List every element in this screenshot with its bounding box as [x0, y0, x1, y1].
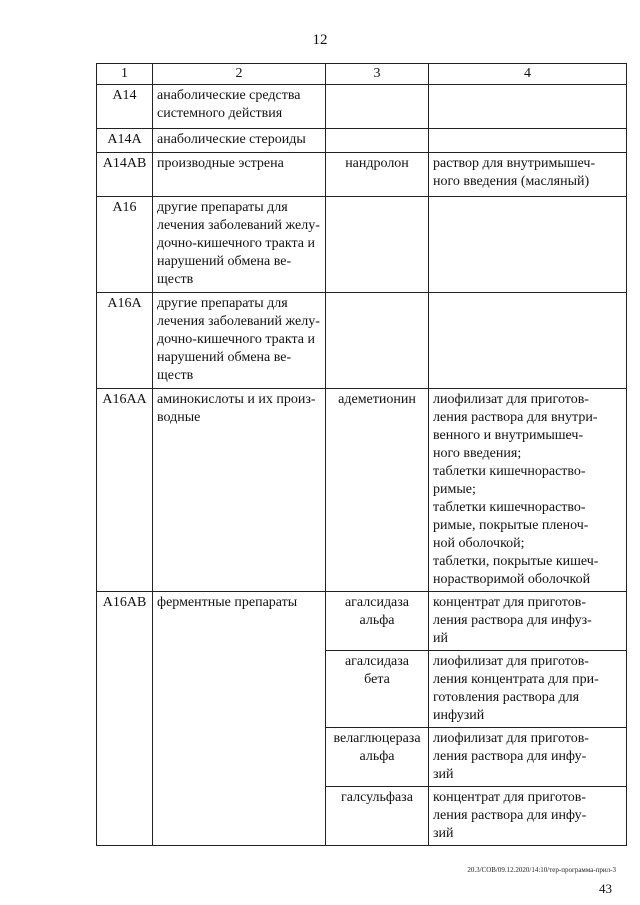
- column-header-3: 3: [326, 64, 429, 85]
- inn-cell: [326, 85, 429, 129]
- group-name-cell: другие препараты для лечения заболеваний желу- дочно-кишечного тракта и нарушений обмена ве- ществ: [153, 197, 326, 293]
- atc-code-cell: А16АА: [97, 389, 153, 592]
- dosage-form-cell: лиофилизат для приготов- ления раствора для инфу- зий: [429, 728, 627, 787]
- dosage-form-cell: [429, 85, 627, 129]
- inn-cell: нандролон: [326, 153, 429, 197]
- atc-code-cell: А16АВ: [97, 592, 153, 846]
- group-name-cell: аминокислоты и их произ- водные: [153, 389, 326, 592]
- dosage-form-cell: [429, 197, 627, 293]
- table-row: [97, 293, 627, 389]
- table-row: [97, 197, 627, 293]
- dosage-form-cell: [429, 293, 627, 389]
- dosage-form-cell: лиофилизат для приготов- ления концентрата для при- готовления раствора для инфузий: [429, 651, 627, 728]
- corner-page-number: 43: [599, 881, 612, 896]
- column-header-1: 1: [97, 64, 153, 85]
- table-row: [97, 389, 627, 592]
- group-name-cell: анаболические средства системного действия: [153, 85, 326, 129]
- dosage-form-cell: лиофилизат для приготов- ления раствора для внутри- венного и внутримышеч- ного введения; таблетки кишечнораство- римые; таблетки кишечнораство- римые, покрытые пленоч- ной оболочкой; таблетки, покрытые кишеч- норастворимой оболочкой: [429, 389, 627, 592]
- column-header-4: 4: [429, 64, 627, 85]
- table-row: [97, 592, 627, 651]
- dosage-form-cell: раствор для внутримышеч- ного введения (масляный): [429, 153, 627, 197]
- group-name-cell: другие препараты для лечения заболеваний желу- дочно-кишечного тракта и нарушений обмена ве- ществ: [153, 293, 326, 389]
- group-name-cell: производные эстрена: [153, 153, 326, 197]
- table-row: [97, 153, 627, 197]
- inn-cell: агалсидаза бета: [326, 651, 429, 728]
- atc-code-cell: А14АВ: [97, 153, 153, 197]
- inn-cell: адеметионин: [326, 389, 429, 592]
- drug-classification-table: [96, 63, 627, 846]
- document-footer-code: 20.3/СОВ/09.12.2020/14:10/тер-программа-прил-3: [467, 866, 616, 874]
- inn-cell: [326, 129, 429, 153]
- column-header-2: 2: [153, 64, 326, 85]
- atc-code-cell: А14А: [97, 129, 153, 153]
- inn-cell: [326, 197, 429, 293]
- atc-code-cell: А16А: [97, 293, 153, 389]
- dosage-form-cell: концентрат для приготов- ления раствора для инфуз- ий: [429, 592, 627, 651]
- atc-code-cell: А14: [97, 85, 153, 129]
- page-number: 12: [312, 32, 328, 48]
- dosage-form-cell: [429, 129, 627, 153]
- inn-cell: [326, 293, 429, 389]
- table-row: [97, 129, 627, 153]
- group-name-cell: анаболические стероиды: [153, 129, 326, 153]
- table-header-row: [97, 64, 627, 85]
- inn-cell: агалсидаза альфа: [326, 592, 429, 651]
- table-row: [97, 85, 627, 129]
- inn-cell: галсульфаза: [326, 787, 429, 846]
- atc-code-cell: А16: [97, 197, 153, 293]
- group-name-cell: ферментные препараты: [153, 592, 326, 846]
- inn-cell: велаглюцераза альфа: [326, 728, 429, 787]
- dosage-form-cell: концентрат для приготов- ления раствора для инфу- зий: [429, 787, 627, 846]
